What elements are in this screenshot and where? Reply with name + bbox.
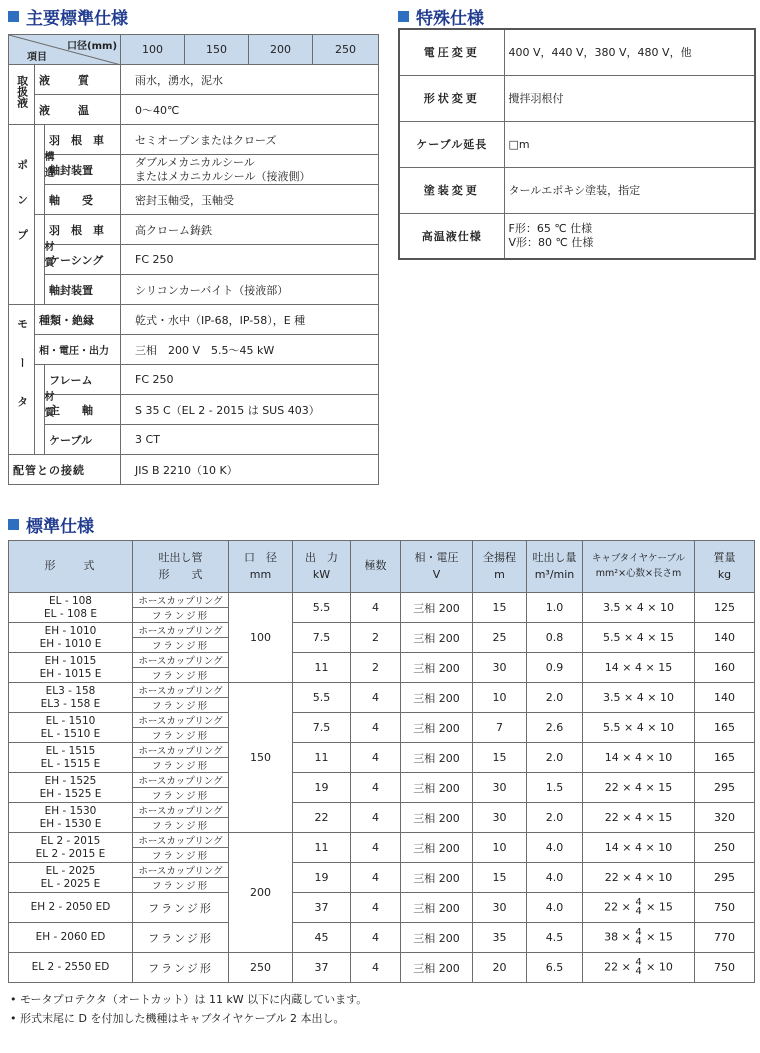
size-header: 100 (121, 35, 185, 65)
section-marker-icon (8, 519, 19, 530)
discharge-type-cell: フランジ形 (133, 638, 229, 653)
phase-voltage-cell: 三相 200 (401, 833, 473, 863)
standard-spec-body (9, 593, 755, 983)
diameter-header: 口 径 mm (229, 541, 293, 593)
spec-label: 配管との接続 (9, 455, 121, 485)
spec-label: ケーシング (45, 245, 121, 275)
mass-cell: 770 (695, 923, 755, 953)
diameter-cell: 200 (229, 833, 293, 953)
output-cell: 7.5 (293, 623, 351, 653)
discharge-type-cell: ホースカップリング (133, 623, 229, 638)
mass-cell: 125 (695, 593, 755, 623)
section-marker-icon (8, 11, 19, 22)
discharge-type-cell: ホースカップリング (133, 833, 229, 848)
model-header: 形 式 (9, 541, 133, 593)
diameter-cell: 150 (229, 683, 293, 833)
phase-voltage-cell: 三相 200 (401, 923, 473, 953)
table-row (9, 713, 755, 728)
table-row (9, 773, 755, 788)
poles-cell: 2 (351, 623, 401, 653)
model-cell: EH - 1530 EH - 1530 E (9, 803, 133, 833)
output-cell: 11 (293, 653, 351, 683)
special-value: 400 V，440 V，380 V，480 V，他 (504, 29, 755, 75)
spec-label: 軸封装置 (45, 275, 121, 305)
group-motor-material: 材質 (35, 365, 45, 455)
discharge-type-cell: フランジ形 (133, 758, 229, 773)
poles-cell: 4 (351, 893, 401, 923)
poles-cell: 4 (351, 833, 401, 863)
spec-value: 高クローム鋳鉄 (121, 215, 379, 245)
standard-spec-title: 標準仕様 (8, 512, 94, 537)
mass-cell: 140 (695, 683, 755, 713)
spec-value: FC 250 (121, 365, 379, 395)
group-material: 材質 (35, 215, 45, 305)
item-header-label: 項目 (27, 52, 47, 63)
mass-cell: 165 (695, 713, 755, 743)
model-cell: EL - 108 EL - 108 E (9, 593, 133, 623)
model-cell: EL 2 - 2015 EL 2 - 2015 E (9, 833, 133, 863)
model-cell: EH 2 - 2050 ED (9, 893, 133, 923)
special-spec-table (398, 28, 756, 260)
total-head-cell: 10 (473, 833, 527, 863)
output-cell: 19 (293, 773, 351, 803)
output-cell: 22 (293, 803, 351, 833)
special-row (399, 213, 755, 259)
discharge-type-cell: ホースカップリング (133, 653, 229, 668)
spec-row (9, 125, 379, 155)
discharge-rate-header: 吐出し量 m³/min (527, 541, 583, 593)
main-spec-header-row (9, 35, 379, 65)
discharge-rate-cell: 2.6 (527, 713, 583, 743)
spec-row (9, 95, 379, 125)
poles-cell: 4 (351, 923, 401, 953)
spec-row (9, 185, 379, 215)
discharge-type-cell: ホースカップリング (133, 683, 229, 698)
special-row (399, 167, 755, 213)
output-cell: 37 (293, 893, 351, 923)
table-row (9, 683, 755, 698)
cable-cell: 22 × 4 4 × 10 (583, 953, 695, 983)
spec-label: 液 質 (35, 65, 121, 95)
phase-voltage-cell: 三相 200 (401, 653, 473, 683)
model-cell: EL - 1515 EL - 1515 E (9, 743, 133, 773)
total-head-cell: 10 (473, 683, 527, 713)
phase-voltage-cell: 三相 200 (401, 743, 473, 773)
mass-cell: 750 (695, 893, 755, 923)
discharge-type-cell: ホースカップリング (133, 773, 229, 788)
table-row (9, 833, 755, 848)
spec-label: 羽 根 車 (45, 125, 121, 155)
cable-cell: 22 × 4 × 10 (583, 863, 695, 893)
spec-row (9, 395, 379, 425)
total-head-cell: 35 (473, 923, 527, 953)
model-cell: EH - 1015 EH - 1015 E (9, 653, 133, 683)
special-value: 攪拌羽根付 (504, 75, 755, 121)
cable-cell: 14 × 4 × 10 (583, 743, 695, 773)
output-cell: 5.5 (293, 593, 351, 623)
spec-value: ダブルメカニカルシール またはメカニカルシール（接液側） (121, 155, 379, 185)
size-header: 250 (313, 35, 379, 65)
note-item: • モータプロテクタ（オートカット）は 11 kW 以下に内蔵しています。 (10, 993, 368, 1006)
model-cell: EH - 1010 EH - 1010 E (9, 623, 133, 653)
poles-cell: 4 (351, 743, 401, 773)
cable-cell: 22 × 4 × 15 (583, 773, 695, 803)
model-cell: EH - 2060 ED (9, 923, 133, 953)
cable-cell: 5.5 × 4 × 10 (583, 713, 695, 743)
special-row (399, 29, 755, 75)
discharge-rate-cell: 6.5 (527, 953, 583, 983)
mass-cell: 295 (695, 773, 755, 803)
spec-label: 軸 受 (45, 185, 121, 215)
output-cell: 19 (293, 863, 351, 893)
table-row (9, 953, 755, 983)
table-row (9, 743, 755, 758)
spec-label: ケーブル (45, 425, 121, 455)
discharge-rate-cell: 1.5 (527, 773, 583, 803)
mass-cell: 165 (695, 743, 755, 773)
spec-row (9, 275, 379, 305)
table-row (9, 623, 755, 638)
total-head-cell: 30 (473, 803, 527, 833)
spec-value: シリコンカーバイト（接液部） (121, 275, 379, 305)
discharge-type-cell: フランジ形 (133, 728, 229, 743)
discharge-type-cell: フランジ形 (133, 818, 229, 833)
mass-cell: 295 (695, 863, 755, 893)
special-value: タールエポキシ塗装，指定 (504, 167, 755, 213)
model-cell: EL3 - 158 EL3 - 158 E (9, 683, 133, 713)
discharge-type-header: 吐出し管 形 式 (133, 541, 229, 593)
output-cell: 5.5 (293, 683, 351, 713)
notes (10, 990, 367, 1029)
mass-cell: 160 (695, 653, 755, 683)
spec-row (9, 365, 379, 395)
spec-label: 主 軸 (45, 395, 121, 425)
discharge-rate-cell: 4.5 (527, 923, 583, 953)
spec-row (9, 245, 379, 275)
table-row (9, 893, 755, 923)
special-label: 形状変更 (399, 75, 504, 121)
poles-cell: 2 (351, 653, 401, 683)
discharge-type-cell: ホースカップリング (133, 593, 229, 608)
group-handled-liquid: 取扱液 (9, 65, 35, 125)
output-cell: 37 (293, 953, 351, 983)
spec-value: 3 CT (121, 425, 379, 455)
phase-voltage-cell: 三相 200 (401, 593, 473, 623)
spec-value: 雨水，湧水，泥水 (121, 65, 379, 95)
total-head-cell: 7 (473, 713, 527, 743)
discharge-type-cell: フランジ形 (133, 788, 229, 803)
special-row (399, 75, 755, 121)
mass-header: 質量 kg (695, 541, 755, 593)
poles-cell: 4 (351, 953, 401, 983)
poles-header: 極数 (351, 541, 401, 593)
mass-cell: 750 (695, 953, 755, 983)
main-spec-table (8, 34, 379, 485)
discharge-rate-cell: 1.0 (527, 593, 583, 623)
discharge-rate-cell: 2.0 (527, 743, 583, 773)
discharge-type-cell: フランジ形 (133, 878, 229, 893)
spec-row (9, 335, 379, 365)
discharge-rate-cell: 4.0 (527, 893, 583, 923)
diameter-cell: 250 (229, 953, 293, 983)
discharge-type-cell: フランジ形 (133, 668, 229, 683)
special-label: 塗装変更 (399, 167, 504, 213)
spec-label: フレーム (45, 365, 121, 395)
spec-value: セミオープンまたはクローズ (121, 125, 379, 155)
discharge-rate-cell: 0.8 (527, 623, 583, 653)
special-label: ケーブル延長 (399, 121, 504, 167)
discharge-rate-cell: 0.9 (527, 653, 583, 683)
phase-voltage-cell: 三相 200 (401, 803, 473, 833)
cable-cell: 22 × 4 × 15 (583, 803, 695, 833)
special-spec-title: 特殊仕様 (398, 4, 484, 29)
output-cell: 11 (293, 743, 351, 773)
cable-cell: 5.5 × 4 × 15 (583, 623, 695, 653)
section-marker-icon (398, 11, 409, 22)
cable-cell: 14 × 4 × 10 (583, 833, 695, 863)
diagonal-header-cell (9, 35, 121, 65)
standard-header-row (9, 541, 755, 593)
total-head-cell: 30 (473, 653, 527, 683)
discharge-type-cell: ホースカップリング (133, 863, 229, 878)
spec-label: 羽 根 車 (45, 215, 121, 245)
standard-spec-table (8, 540, 755, 983)
total-head-cell: 15 (473, 863, 527, 893)
phase-voltage-cell: 三相 200 (401, 713, 473, 743)
table-row (9, 863, 755, 878)
model-cell: EL 2 - 2550 ED (9, 953, 133, 983)
cable-cell: 3.5 × 4 × 10 (583, 683, 695, 713)
mass-cell: 320 (695, 803, 755, 833)
group-pump: ポンプ (9, 125, 35, 305)
group-motor: モータ (9, 305, 35, 455)
fraction-value: 4 4 (635, 927, 642, 947)
total-head-cell: 30 (473, 773, 527, 803)
spec-value: FC 250 (121, 245, 379, 275)
spec-label: 液 温 (35, 95, 121, 125)
discharge-type-cell: フランジ形 (133, 698, 229, 713)
spec-row (9, 155, 379, 185)
model-cell: EL - 1510 EL - 1510 E (9, 713, 133, 743)
cable-cell: 22 × 4 4 × 15 (583, 893, 695, 923)
mass-cell: 140 (695, 623, 755, 653)
spec-row (9, 425, 379, 455)
spec-row (9, 215, 379, 245)
diameter-header-label: 口径(mm) (67, 41, 118, 52)
output-cell: 45 (293, 923, 351, 953)
special-label: 高温液仕様 (399, 213, 504, 259)
total-head-cell: 30 (473, 893, 527, 923)
spec-value: 密封玉軸受，玉軸受 (121, 185, 379, 215)
spec-label: 種類・絶縁 (35, 305, 121, 335)
phase-voltage-cell: 三相 200 (401, 953, 473, 983)
total-head-header: 全揚程 m (473, 541, 527, 593)
discharge-type-cell: フランジ形 (133, 893, 229, 923)
discharge-type-cell: フランジ形 (133, 953, 229, 983)
spec-row (9, 65, 379, 95)
special-value: F形：65 ℃ 仕様 V形：80 ℃ 仕様 (504, 213, 755, 259)
discharge-rate-cell: 4.0 (527, 833, 583, 863)
table-row (9, 803, 755, 818)
discharge-type-cell: フランジ形 (133, 848, 229, 863)
spec-row (9, 455, 379, 485)
table-row (9, 653, 755, 668)
spec-value: JIS B 2210（10 K） (121, 455, 379, 485)
table-row (9, 593, 755, 608)
discharge-type-cell: ホースカップリング (133, 743, 229, 758)
main-spec-title: 主要標準仕様 (8, 4, 128, 29)
discharge-rate-cell: 2.0 (527, 683, 583, 713)
output-cell: 11 (293, 833, 351, 863)
spec-value: 三相 200 V 5.5～45 kW (121, 335, 379, 365)
spec-label: 軸封装置 (45, 155, 121, 185)
size-header: 200 (249, 35, 313, 65)
poles-cell: 4 (351, 773, 401, 803)
total-head-cell: 15 (473, 593, 527, 623)
spec-value: S 35 C（EL 2 - 2015 は SUS 403） (121, 395, 379, 425)
output-header: 出 力 kW (293, 541, 351, 593)
discharge-rate-cell: 2.0 (527, 803, 583, 833)
discharge-type-cell: フランジ形 (133, 608, 229, 623)
table-row (9, 923, 755, 953)
special-label: 電圧変更 (399, 29, 504, 75)
phase-voltage-cell: 三相 200 (401, 863, 473, 893)
phase-voltage-cell: 三相 200 (401, 623, 473, 653)
poles-cell: 4 (351, 713, 401, 743)
special-row (399, 121, 755, 167)
phase-voltage-cell: 三相 200 (401, 773, 473, 803)
poles-cell: 4 (351, 683, 401, 713)
phase-voltage-cell: 三相 200 (401, 683, 473, 713)
model-cell: EL - 2025 EL - 2025 E (9, 863, 133, 893)
spec-value: 0～40℃ (121, 95, 379, 125)
discharge-type-cell: ホースカップリング (133, 713, 229, 728)
cable-cell: 38 × 4 4 × 15 (583, 923, 695, 953)
size-header: 150 (185, 35, 249, 65)
group-structure: 構造 (35, 125, 45, 215)
fraction-value: 4 4 (635, 957, 642, 977)
discharge-rate-cell: 4.0 (527, 863, 583, 893)
total-head-cell: 20 (473, 953, 527, 983)
total-head-cell: 25 (473, 623, 527, 653)
discharge-type-cell: ホースカップリング (133, 803, 229, 818)
model-cell: EH - 1525 EH - 1525 E (9, 773, 133, 803)
cable-cell: 3.5 × 4 × 10 (583, 593, 695, 623)
spec-row (9, 305, 379, 335)
spec-value: 乾式・水中（IP-68，IP-58），E 種 (121, 305, 379, 335)
fraction-value: 4 4 (635, 897, 642, 917)
mass-cell: 250 (695, 833, 755, 863)
diameter-cell: 100 (229, 593, 293, 683)
special-value: □m (504, 121, 755, 167)
cable-header: キャブタイヤケーブル mm²×心数×長さm (583, 541, 695, 593)
poles-cell: 4 (351, 863, 401, 893)
note-item: • 形式末尾に D を付加した機種はキャブタイヤケーブル 2 本出し。 (10, 1012, 345, 1026)
discharge-type-cell: フランジ形 (133, 923, 229, 953)
phase-voltage-cell: 三相 200 (401, 893, 473, 923)
cable-cell: 14 × 4 × 15 (583, 653, 695, 683)
phase-voltage-header: 相・電圧 V (401, 541, 473, 593)
poles-cell: 4 (351, 593, 401, 623)
total-head-cell: 15 (473, 743, 527, 773)
output-cell: 7.5 (293, 713, 351, 743)
poles-cell: 4 (351, 803, 401, 833)
spec-label: 相・電圧・出力 (35, 335, 121, 365)
